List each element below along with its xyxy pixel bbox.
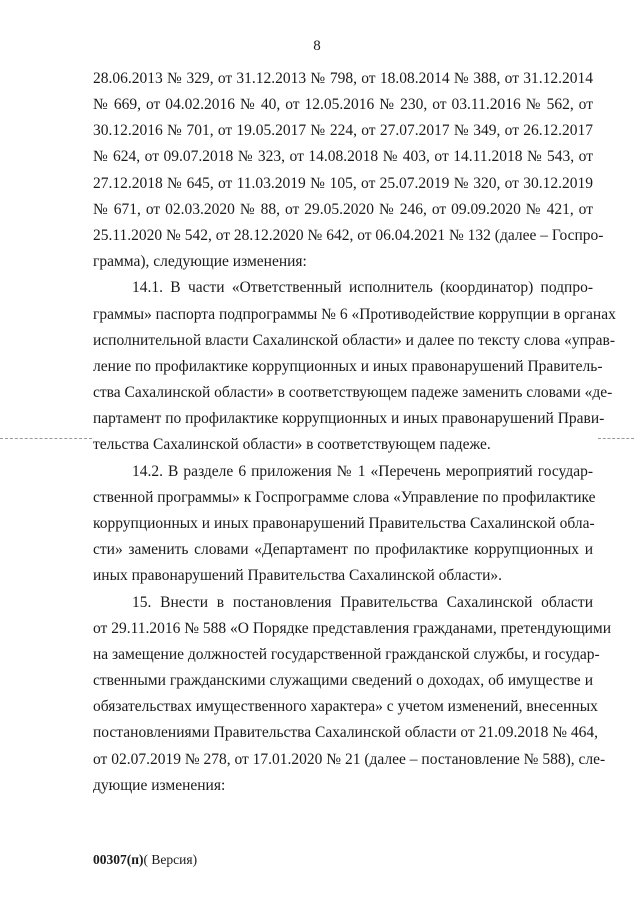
- scan-artifact-right: [598, 438, 634, 439]
- text-line: от 29.11.2016 № 588 «О Порядке представления гражданами, претендующими: [93, 619, 612, 637]
- text-line: ства Сахалинской области» в соответствующем падеже заменить словами «де-: [93, 384, 613, 401]
- text-line: дующие изменения:: [93, 776, 226, 794]
- text-line: ственными гражданскими служащими сведений о доходах, об имуществе и: [93, 672, 593, 690]
- text-line: 14.1. В части «Ответственный исполнитель (координатор) подпро-: [132, 279, 593, 297]
- text-line: № 669, от 04.02.2016 № 40, от 12.05.2016 № 230, от 03.11.2016 № 562, от: [93, 96, 593, 114]
- text-line: партамент по профилактике коррупционных и иных правонарушений Прави-: [93, 410, 605, 428]
- text-line: 30.12.2016 № 701, от 19.05.2017 № 224, от 27.07.2017 № 349, от 26.12.2017: [93, 122, 593, 140]
- text-line: 14.2. В разделе 6 приложения № 1 «Перечень мероприятий государ-: [132, 462, 593, 480]
- text-line: иных правонарушений Правительства Сахалинской области».: [93, 567, 503, 585]
- page-number: 8: [313, 38, 321, 54]
- text-line: на замещение должностей государственной гражданской службы, и государ-: [93, 645, 600, 663]
- text-line: 27.12.2018 № 645, от 11.03.2019 № 105, от 25.07.2019 № 320, от 30.12.2019: [93, 174, 593, 192]
- text-line: № 624, от 09.07.2018 № 323, от 14.08.2018 № 403, от 14.11.2018 № 543, от: [93, 148, 593, 166]
- scan-artifact-left: [0, 438, 92, 439]
- document-footer-code: [93, 851, 197, 869]
- document-version: ( Версия): [143, 852, 198, 867]
- text-line: 28.06.2013 № 329, от 31.12.2013 № 798, от 18.08.2014 № 388, от 31.12.2014: [93, 70, 593, 87]
- text-line: коррупционных и иных правонарушений Правительства Сахалинской обла-: [93, 514, 595, 532]
- text-line: постановлениями Правительства Сахалинской области от 21.09.2018 № 464,: [93, 724, 598, 742]
- text-line: граммы» паспорта подпрограммы № 6 «Противодействие коррупции в органах: [93, 305, 616, 323]
- text-line: 25.11.2020 № 542, от 28.12.2020 № 642, от 06.04.2021 № 132 (далее – Госпро-: [93, 226, 604, 244]
- text-line: ственной программы» к Госпрограмме слова «Управление по профилактике: [93, 488, 596, 506]
- document-code: 00307(п): [93, 852, 144, 867]
- text-line: 15. Внести в постановления Правительства Сахалинской области: [132, 593, 593, 611]
- text-line: сти» заменить словами «Департамент по профилактике коррупционных и: [93, 541, 593, 559]
- text-line: обязательствах имущественного характера» с учетом изменений, внесенных: [93, 698, 598, 716]
- text-line: ление по профилактике коррупционных и иных правонарушений Правитель-: [93, 357, 603, 375]
- text-line: от 02.07.2019 № 278, от 17.01.2020 № 21 (далее – постановление № 588), сле-: [93, 750, 606, 768]
- text-line: грамма), следующие изменения:: [93, 253, 307, 271]
- text-line: тельства Сахалинской области» в соответствующем падеже.: [93, 436, 491, 454]
- text-line: исполнительной власти Сахалинской области» и далее по тексту слова «управ-: [93, 331, 616, 349]
- text-line: № 671, от 02.03.2020 № 88, от 29.05.2020 № 246, от 09.09.2020 № 421, от: [93, 200, 593, 218]
